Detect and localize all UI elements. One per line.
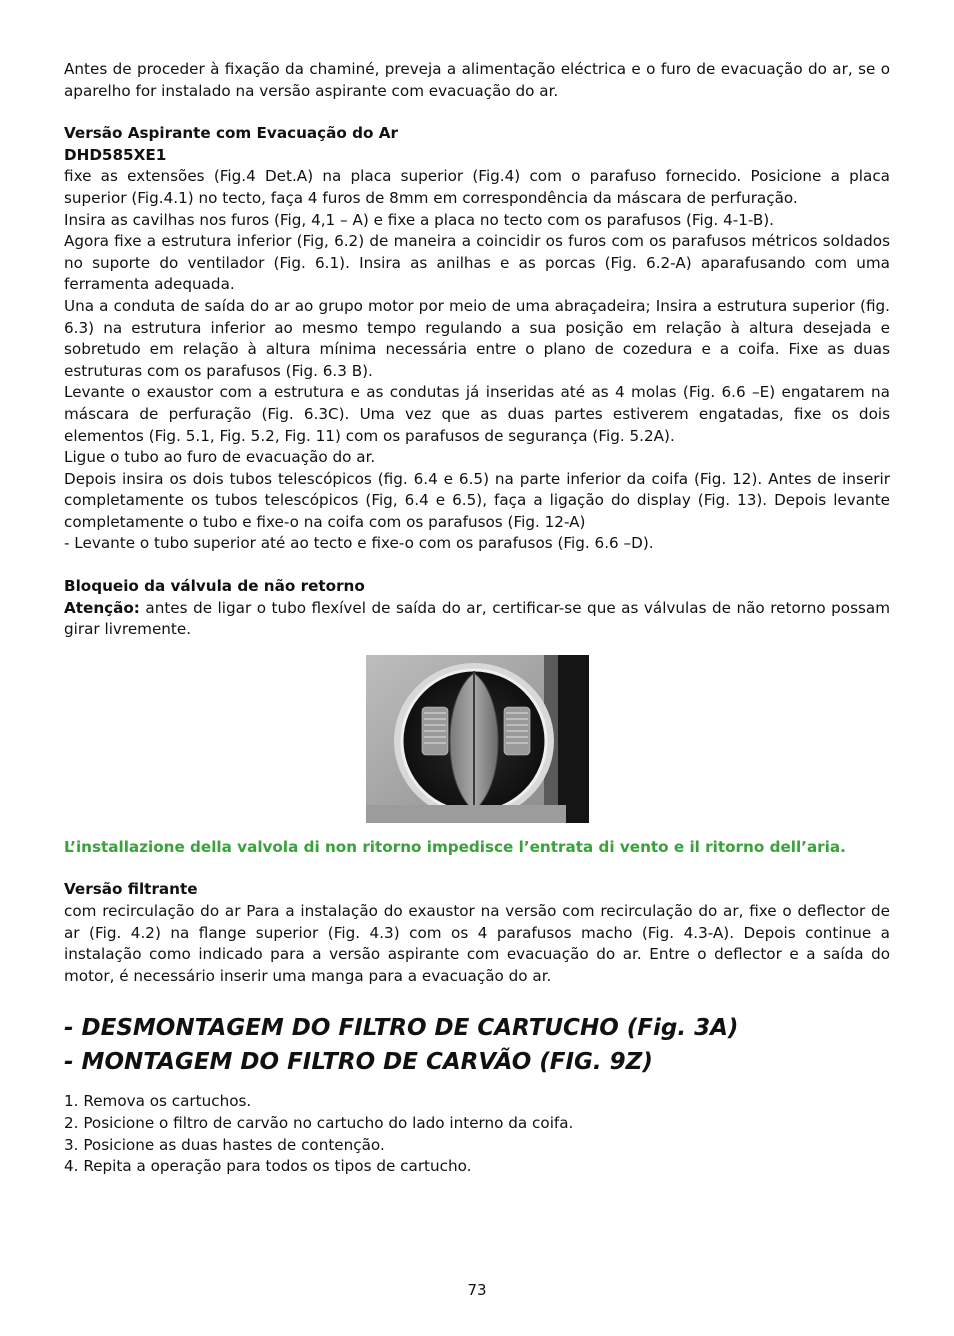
section-paragraph: com recirculação do ar Para a instalação do exaustor na versão com recirculação do ar, fixe o deflector de ar (Fig. 4.2) na flange superior (Fig. 4.3) com os 4 parafusos macho (Fig. 4.3-A). Depois continue a instalação como indicado para a versão aspirante com evacuação do ar. Entre o deflector e a saída do motor, é necessário inserir uma manga para a evacuação do ar. bbox=[64, 902, 890, 985]
steps-list bbox=[64, 1091, 890, 1177]
section-paragraph: - Levante o tubo superior até ao tecto e fixe-o com os parafusos (Fig. 6.6 –D). bbox=[64, 534, 654, 553]
warning-paragraph bbox=[64, 598, 890, 641]
list-item: 4. Repita a operação para todos os tipos de cartucho. bbox=[64, 1157, 472, 1176]
heading-montagem: - MONTAGEM DO FILTRO DE CARVÃO (FIG. 9Z) bbox=[64, 1049, 653, 1076]
intro-paragraph: Antes de proceder à fixação da chaminé, preveja a alimentação eléctrica e o furo de evacuação do ar, se o aparelho for instalado na versão aspirante com evacuação do ar. bbox=[64, 60, 890, 100]
heading-desmontagem: - DESMONTAGEM DO FILTRO DE CARTUCHO (Fig. 3A) bbox=[64, 1015, 739, 1042]
list-item: 3. Posicione as duas hastes de contenção. bbox=[64, 1135, 385, 1154]
section-paragraph: Una a conduta de saída do ar ao grupo motor por meio de uma abraçadeira; Insira a estrutura superior (fig. 6.3) na estrutura inferior ao mesmo tempo regulando a sua posição em relação à altura desejada e sobretudo em relação à altura mínima necessária entre o plano de cozedura e a coifa. Fixe as duas estruturas com os parafusos (Fig. 6.3 B). bbox=[64, 296, 890, 380]
model-code: DHD585XE1 bbox=[64, 145, 167, 164]
warning-text: antes de ligar o tubo flexível de saída do ar, certificar-se que as válvulas de não retorno possam girar livremente. bbox=[64, 598, 890, 639]
manual-page-content bbox=[64, 59, 890, 1178]
valve-photo-container bbox=[64, 655, 890, 823]
warning-label: Atenção: bbox=[64, 598, 140, 617]
list-item: 2. Posicione o filtro de carvão no cartucho do lado interno da coifa. bbox=[64, 1114, 574, 1132]
section-paragraph: Ligue o tubo ao furo de evacuação do ar. bbox=[64, 448, 376, 467]
section-paragraph: Levante o exaustor com a estrutura e as condutas já inseridas até as 4 molas (Fig. 6.6 –E) engatarem na máscara de perfuração (Fig. 6.3C). Uma vez que as duas partes estiverem engatadas, fixe os dois elementos (Fig. 5.1, Fig. 5.2, Fig. 11) com os parafusos de segurança (Fig. 5.2A). bbox=[64, 383, 890, 445]
list-item: 1. Remova os cartuchos. bbox=[64, 1092, 252, 1111]
page-number: 73 bbox=[467, 1281, 487, 1299]
section-paragraph: Agora fixe a estrutura inferior (Fig, 6.2) de maneira a coincidir os furos com os parafusos métricos soldados no suporte do ventilador (Fig. 6.1). Insira as anilhas e as porcas (Fig. 6.2-A) aparafusando com uma ferramenta adequada. bbox=[64, 232, 890, 294]
section-paragraph: fixe as extensões (Fig.4 Det.A) na placa superior (Fig.4) com o parafuso fornecido. Posicione a placa superior (Fig.4.1) no tecto, faça 4 furos de 8mm em correspondência da máscara de perfuração. bbox=[64, 167, 890, 207]
section-paragraph: Insira as cavilhas nos furos (Fig, 4,1 – A) e fixe a placa no tecto com os parafusos (Fig. 4-1-B). bbox=[64, 210, 774, 229]
section-title-aspirante: Versão Aspirante com Evacuação do Ar bbox=[64, 124, 398, 143]
italian-note: L’installazione della valvola di non ritorno impedisce l’entrata di vento e il ritorno dell’aria. bbox=[64, 837, 846, 856]
section-paragraph: Depois insira os dois tubos telescópicos (fig. 6.4 e 6.5) na parte inferior da coifa (Fig. 12). Antes de inserir completamente os tubos telescópicos (Fig, 6.4 e 6.5), faça a ligação do display (Fig. 13). Depois levante completamente o tubo e fixe-o na coifa com os parafusos (Fig. 12-A) bbox=[64, 469, 890, 531]
non-return-valve-photo bbox=[366, 655, 589, 823]
section-title-valve: Bloqueio da válvula de não retorno bbox=[64, 577, 365, 596]
section-title-filtrante: Versão filtrante bbox=[64, 880, 198, 899]
